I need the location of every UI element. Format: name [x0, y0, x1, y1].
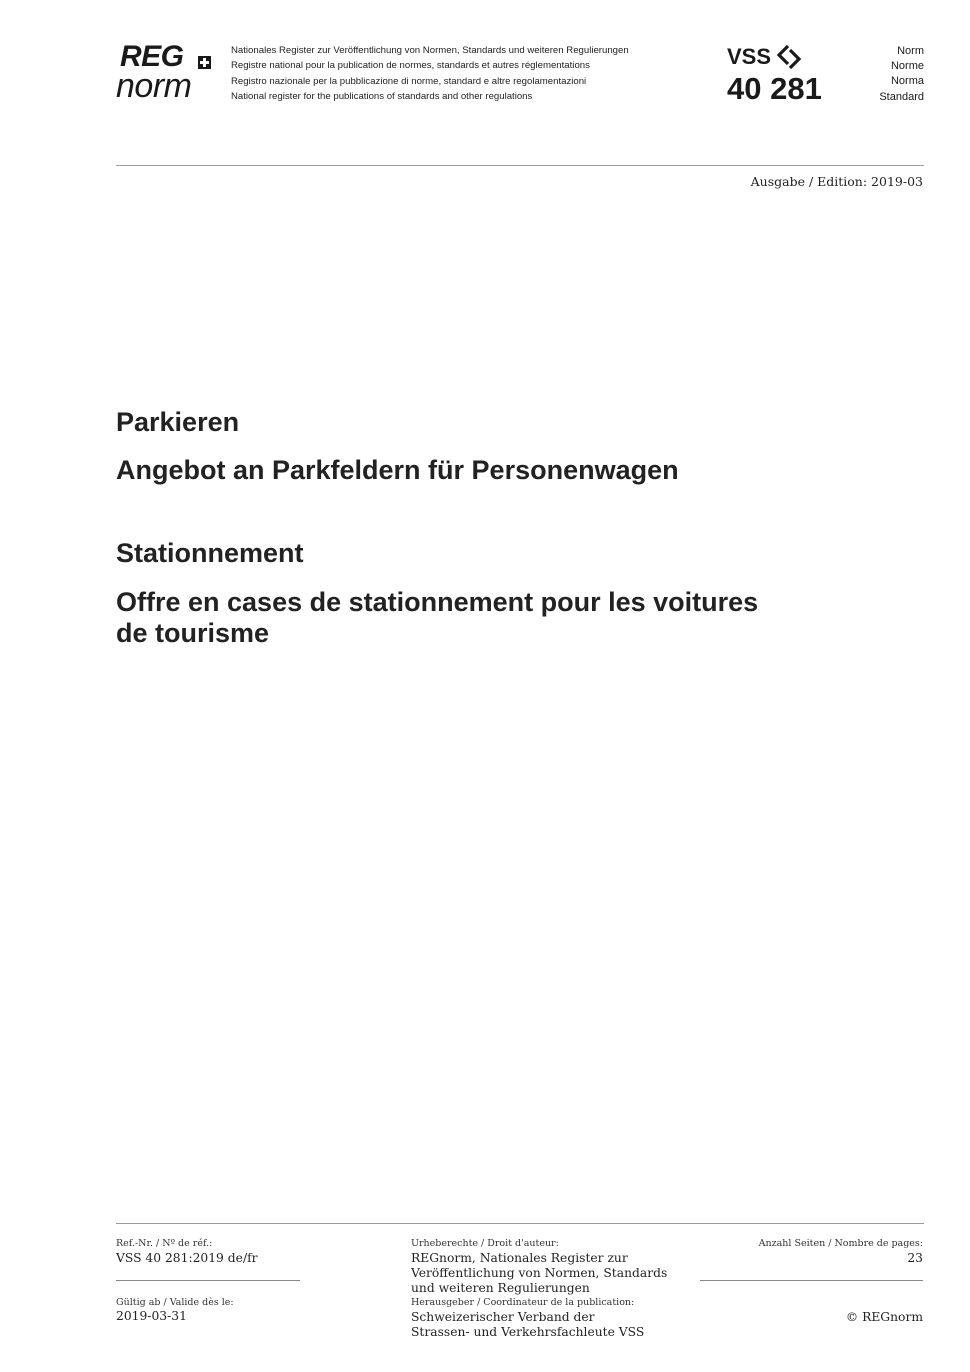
- document-type-fr: Norme: [890, 60, 924, 73]
- publisher-line1: Schweizerischer Verband der: [411, 1310, 595, 1324]
- page-count-value: 23: [907, 1251, 923, 1265]
- vss-arrows-icon: [775, 44, 803, 70]
- valid-from-value: 2019-03-31: [116, 1309, 187, 1323]
- valid-from-label: Gültig ab / Valide dès le:: [116, 1297, 234, 1308]
- title-fr-sub-line1: Offre en cases de stationnement pour les voitures: [116, 587, 759, 617]
- register-line-fr: Registre national pour la publication de normes, standards et autres réglementations: [231, 60, 590, 72]
- regnorm-logo-norm: norm: [116, 67, 192, 105]
- register-line-it: Registro nazionale per la pubblicazione di norme, standard e altre regolamentazioni: [231, 75, 587, 87]
- title-de-main: Parkieren: [116, 407, 240, 437]
- footer-divider: [116, 1223, 924, 1224]
- page-count-label: Anzahl Seiten / Nombre de pages:: [758, 1238, 923, 1249]
- edition-line: [751, 174, 923, 190]
- register-description: [231, 43, 671, 104]
- ref-divider: [116, 1280, 300, 1281]
- register-line-en: National register for the publications of standards and other regulations: [231, 90, 533, 102]
- document-type-it: Norma: [890, 75, 924, 88]
- publisher-line2: Strassen- und Verkehrsfachleute VSS: [411, 1325, 645, 1339]
- register-line-de: Nationales Register zur Veröffentlichung von Normen, Standards und weiteren Regulierungen: [231, 45, 629, 56]
- title-fr-sub-line2: de tourisme: [116, 618, 270, 648]
- page-count-divider: [700, 1280, 923, 1281]
- copyright-holder-line1: REGnorm, Nationales Register zur: [411, 1251, 628, 1265]
- ref-label: Ref.-Nr. / Nº de réf.:: [116, 1238, 213, 1249]
- standard-number: 40 281: [727, 71, 822, 106]
- edition-label: Ausgabe / Edition:: [750, 174, 868, 189]
- copyright-holder-line2: Veröffentlichung von Normen, Standards: [411, 1266, 668, 1280]
- publisher-label: Herausgeber / Coordinateur de la publication:: [411, 1297, 635, 1308]
- title-fr-main: Stationnement: [116, 538, 304, 568]
- copyright-holder-line3: und weiteren Regulierungen: [411, 1281, 590, 1295]
- document-type-labels: [879, 44, 924, 105]
- ref-value: VSS 40 281:2019 de/fr: [116, 1251, 258, 1265]
- regnorm-logo-reg: REG: [120, 40, 184, 73]
- copyright-label: Urheberechte / Droit d'auteur:: [411, 1238, 559, 1249]
- copyright-notice: © REGnorm: [845, 1310, 923, 1324]
- title-de-sub: Angebot an Parkfeldern für Personenwagen: [116, 455, 679, 485]
- vss-logo-text: VSS: [727, 44, 772, 69]
- document-type-en: Standard: [879, 90, 924, 103]
- header-divider: [116, 165, 924, 166]
- document-type-de: Norm: [897, 45, 924, 57]
- edition-date: 2019-03: [871, 174, 923, 189]
- swiss-cross-icon: [198, 56, 211, 69]
